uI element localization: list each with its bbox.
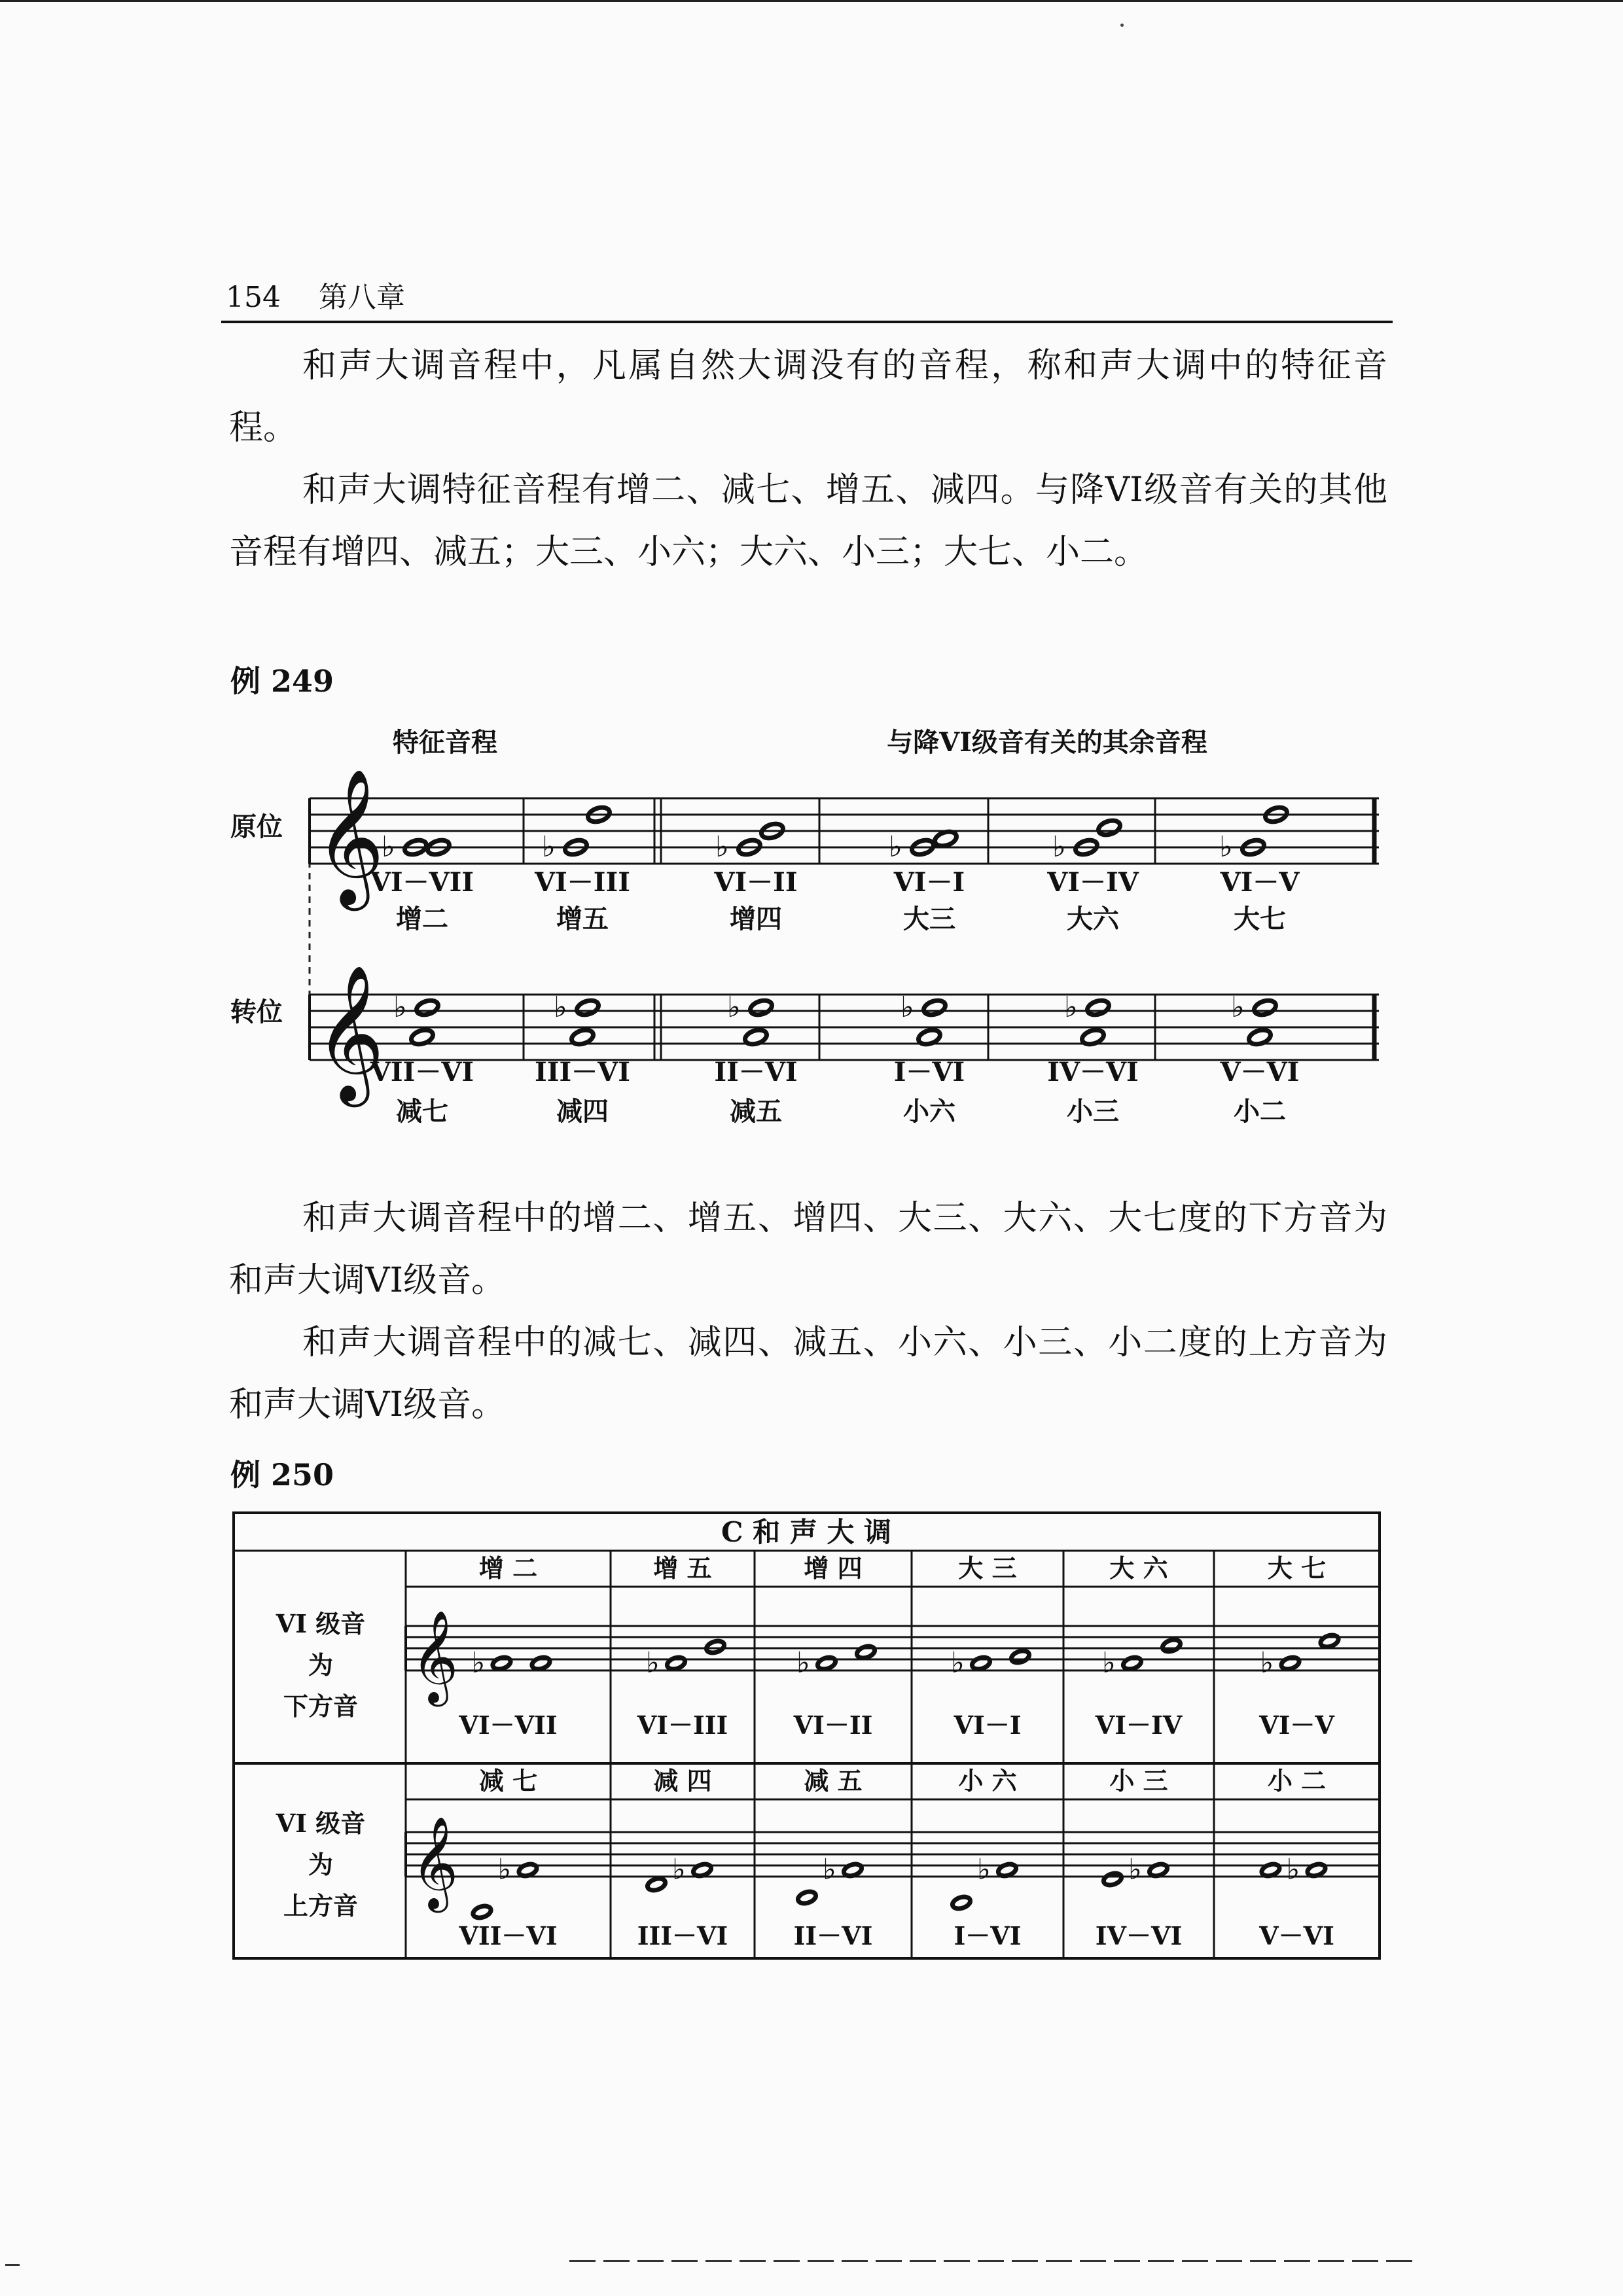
interval-label: 大 三 (958, 1553, 1017, 1583)
whole-note-icon (796, 1890, 817, 1905)
interval-label: I－VI (954, 1921, 1022, 1951)
header-rule (221, 321, 1393, 323)
interval-label: III－VI (637, 1921, 728, 1951)
flat-icon: ♭ (889, 830, 902, 864)
interval-label: VI－V (1259, 1710, 1334, 1740)
interval-label: 增 五 (653, 1553, 712, 1583)
whole-note-icon (1319, 1633, 1340, 1649)
interval-label: VI－I (954, 1710, 1022, 1740)
flat-icon: ♭ (1102, 1646, 1116, 1680)
interval-label: I－VI (893, 1057, 965, 1087)
interval-label: 增 四 (804, 1553, 863, 1583)
treble-clef-icon: 𝄞 (411, 1815, 459, 1909)
flat-icon: ♭ (393, 991, 407, 1024)
flat-icon: ♭ (471, 1646, 486, 1680)
whole-note-icon (1161, 1638, 1182, 1653)
flat-icon: ♭ (1231, 991, 1245, 1024)
flat-icon: ♭ (977, 1853, 991, 1886)
whole-note-icon (1102, 1871, 1123, 1887)
interval-label: VI－II (793, 1710, 873, 1740)
interval-label: 增五 (556, 904, 609, 934)
row-label-root: 原位 (230, 811, 283, 842)
row-label-line: VI 级音 (276, 1609, 366, 1638)
interval-label: II－VI (793, 1921, 873, 1951)
whole-note-icon (1010, 1649, 1031, 1665)
interval-label: II－VI (714, 1057, 798, 1087)
interval-label: VI－III (637, 1710, 728, 1740)
example-249-score (223, 720, 1400, 1139)
interval-label: VI－VII (459, 1710, 558, 1740)
interval-label: IV－VI (1047, 1057, 1139, 1087)
interval-label: V－VI (1259, 1921, 1334, 1951)
flat-icon: ♭ (1219, 830, 1233, 864)
example-249-label: 例 249 (230, 663, 334, 699)
interval-label: 小二 (1234, 1096, 1286, 1127)
flat-icon: ♭ (542, 830, 556, 864)
row-label-line: 上方音 (283, 1891, 359, 1920)
interval-label: 小六 (903, 1096, 955, 1127)
paragraph: 和声大调音程中的减七、减四、减五、小六、小三、小二度的上方音为和声大调VI级音。 (229, 1323, 1387, 1424)
flat-icon: ♭ (823, 1853, 836, 1886)
interval-label: 大六 (1067, 904, 1119, 934)
flat-icon: ♭ (382, 830, 395, 864)
whole-note-icon (855, 1644, 876, 1660)
interval-label: V－VI (1220, 1057, 1300, 1087)
row-label-line: 为 (308, 1850, 334, 1879)
flat-icon: ♭ (715, 830, 729, 864)
interval-label: VI－IV (1095, 1710, 1183, 1740)
flat-icon: ♭ (497, 1853, 512, 1886)
heading-other: 与降VI级音有关的其余音程 (887, 727, 1207, 758)
whole-note-icon (705, 1639, 726, 1655)
whole-note-icon (749, 998, 774, 1017)
running-header (226, 274, 405, 315)
flat-icon: ♭ (796, 1646, 810, 1680)
interval-label: III－VI (535, 1057, 630, 1087)
page-number: 154 (226, 281, 281, 314)
flat-icon: ♭ (951, 1646, 965, 1680)
flat-icon: ♭ (646, 1646, 660, 1680)
staff-inversion (310, 964, 1379, 1127)
flat-icon: ♭ (1052, 830, 1066, 864)
row-label-inversion: 转位 (230, 997, 283, 1027)
whole-note-icon (951, 1895, 972, 1911)
interval-label: VI－VII (370, 867, 474, 898)
flat-icon: ♭ (554, 991, 567, 1024)
whole-note-icon (1086, 998, 1111, 1017)
interval-label: VI－IV (1047, 867, 1139, 898)
paragraph: 和声大调音程中，凡属自然大调没有的音程，称和声大调中的特征音程。 (229, 346, 1387, 448)
interval-label: 小 六 (958, 1766, 1017, 1795)
whole-note-icon (816, 1655, 837, 1671)
flat-icon: ♭ (1260, 1646, 1274, 1680)
interval-label: 大七 (1234, 904, 1286, 934)
text-block-2 (229, 1188, 1387, 1436)
whole-note-icon (646, 1877, 667, 1892)
interval-label: VI－II (714, 867, 798, 898)
interval-label: VII－VI (459, 1921, 558, 1951)
text-block-1 (229, 335, 1387, 584)
example-250-label: 例 250 (230, 1457, 334, 1492)
flat-icon: ♭ (1064, 991, 1078, 1024)
interval-label: 减七 (396, 1096, 448, 1127)
whole-note-icon (472, 1904, 493, 1920)
interval-label: 增二 (396, 904, 448, 934)
flat-icon: ♭ (1286, 1853, 1300, 1886)
whole-note-icon (971, 1655, 991, 1671)
table-title: C 和 声 大 调 (721, 1516, 891, 1548)
whole-note-icon (666, 1655, 687, 1671)
heading-characteristic: 特征音程 (393, 727, 497, 758)
whole-note-icon (933, 829, 959, 849)
interval-label: 减 七 (478, 1766, 538, 1795)
page-top-edge (0, 0, 1623, 2)
interval-label: VI－V (1220, 867, 1300, 898)
chapter-title: 第八章 (318, 281, 405, 314)
treble-clef-icon: 𝄞 (411, 1609, 459, 1703)
interval-label: VII－VI (370, 1057, 474, 1087)
scan-bottom-rule (569, 2260, 1420, 2262)
interval-label: 增 二 (478, 1553, 538, 1583)
table-grid (406, 1551, 1380, 1958)
interval-label: VI－III (535, 867, 630, 898)
whole-note-icon (1122, 1655, 1143, 1671)
whole-note-icon (1097, 818, 1122, 838)
flat-icon: ♭ (901, 991, 914, 1024)
treble-clef-icon: 𝄞 (315, 964, 385, 1101)
scan-mark (5, 2264, 20, 2266)
row-label-line: VI 级音 (276, 1809, 366, 1838)
treble-clef-icon: 𝄞 (315, 768, 385, 905)
whole-note-icon (1280, 1655, 1301, 1671)
interval-label: VI－I (893, 867, 965, 898)
interval-label: 减五 (730, 1096, 782, 1127)
scan-speck (1120, 24, 1124, 27)
interval-label: 大 六 (1109, 1553, 1168, 1583)
flat-icon: ♭ (672, 1853, 686, 1886)
whole-note-icon (1253, 998, 1278, 1017)
interval-label: 大三 (903, 904, 955, 934)
whole-note-icon (922, 998, 948, 1017)
example-250-table (232, 1511, 1384, 1969)
interval-label: 小 二 (1267, 1766, 1327, 1795)
paragraph: 和声大调音程中的增二、增五、增四、大三、大六、大七度的下方音为和声大调VI级音。 (229, 1199, 1387, 1300)
interval-label: 减四 (556, 1096, 609, 1127)
interval-label: 小 三 (1109, 1766, 1168, 1795)
row-label-line: 为 (308, 1650, 334, 1680)
whole-note-icon (575, 998, 601, 1017)
interval-label: 减 五 (804, 1766, 863, 1795)
flat-icon: ♭ (727, 991, 741, 1024)
staff-root (310, 768, 1379, 934)
paragraph: 和声大调特征音程有增二、减七、增五、减四。与降VI级音有关的其他音程有增四、减五；大三、小六；大六、小三；大七、小二。 (229, 470, 1387, 572)
interval-label: 大 七 (1267, 1553, 1327, 1583)
whole-note-icon (531, 1655, 552, 1671)
interval-label: 增四 (730, 904, 782, 934)
flat-icon: ♭ (1128, 1853, 1142, 1886)
interval-label: IV－VI (1095, 1921, 1183, 1951)
row-label-line: 下方音 (283, 1691, 359, 1721)
whole-note-icon (415, 998, 440, 1017)
interval-label: 减 四 (653, 1766, 712, 1795)
interval-label: 小三 (1067, 1096, 1119, 1127)
whole-note-icon (491, 1655, 512, 1671)
